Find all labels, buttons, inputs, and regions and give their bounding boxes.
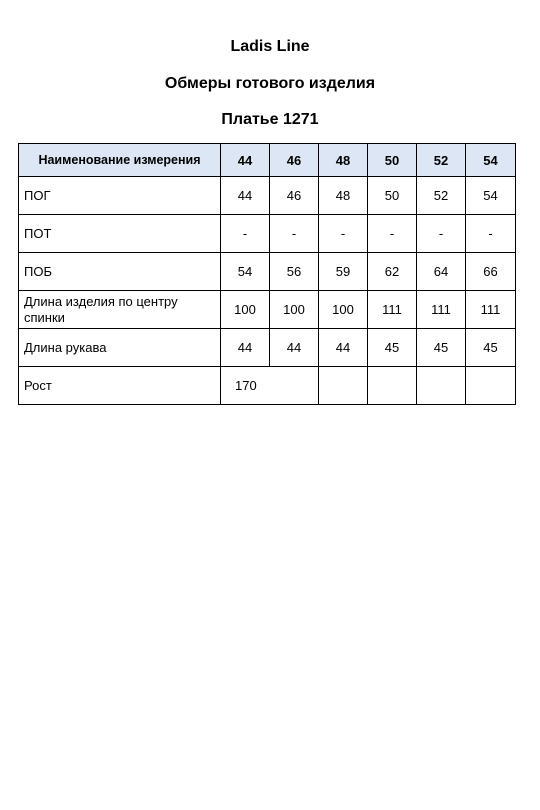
header-size: 54	[466, 144, 516, 177]
table-cell: -	[270, 215, 319, 253]
table-cell: 111	[368, 291, 417, 329]
table-header-row	[19, 144, 516, 177]
table-cell: -	[368, 215, 417, 253]
row-label: ПОБ	[19, 253, 221, 291]
table-cell: 44	[221, 329, 270, 367]
table-cell: 100	[270, 291, 319, 329]
table-cell: 46	[270, 177, 319, 215]
table-cell: 111	[466, 291, 516, 329]
header-measurement-name: Наименование измерения	[19, 144, 221, 177]
row-label: Длина изделия по центру спинки	[19, 291, 221, 329]
table-cell: 100	[319, 291, 368, 329]
product-title: Платье 1271	[221, 111, 319, 128]
header-size: 52	[417, 144, 466, 177]
measurement-table	[18, 143, 516, 405]
row-label: Рост	[19, 367, 221, 405]
table-cell: -	[221, 215, 270, 253]
table-cell: 64	[417, 253, 466, 291]
table-cell: 45	[417, 329, 466, 367]
document-subtitle: Обмеры готового изделия	[164, 75, 376, 92]
header-size: 44	[221, 144, 270, 177]
table-cell: 66	[466, 253, 516, 291]
height-value-cell: 170	[221, 367, 319, 405]
table-cell: 45	[368, 329, 417, 367]
empty-cell	[466, 367, 516, 405]
table-cell: -	[319, 215, 368, 253]
table-cell: 100	[221, 291, 270, 329]
table-cell: -	[466, 215, 516, 253]
table-cell: 52	[417, 177, 466, 215]
row-label: ПОГ	[19, 177, 221, 215]
brand-title: Ladis Line	[230, 38, 310, 55]
header-size: 48	[319, 144, 368, 177]
table-cell: 44	[270, 329, 319, 367]
table-row-height	[19, 367, 516, 405]
table-cell: 44	[221, 177, 270, 215]
empty-cell	[417, 367, 466, 405]
table-cell: 56	[270, 253, 319, 291]
table-cell: 45	[466, 329, 516, 367]
table-row	[19, 329, 516, 367]
table-row	[19, 177, 516, 215]
table-cell: 111	[417, 291, 466, 329]
header-size: 50	[368, 144, 417, 177]
table-cell: 48	[319, 177, 368, 215]
table-cell: 62	[368, 253, 417, 291]
table-cell: 54	[466, 177, 516, 215]
header-size: 46	[270, 144, 319, 177]
table-cell: 59	[319, 253, 368, 291]
table-row	[19, 291, 516, 329]
table-cell: 44	[319, 329, 368, 367]
table-cell: -	[417, 215, 466, 253]
table-row	[19, 253, 516, 291]
table-row	[19, 215, 516, 253]
empty-cell	[319, 367, 368, 405]
row-label: ПОТ	[19, 215, 221, 253]
table-cell: 50	[368, 177, 417, 215]
table-cell: 54	[221, 253, 270, 291]
empty-cell	[368, 367, 417, 405]
row-label: Длина рукава	[19, 329, 221, 367]
